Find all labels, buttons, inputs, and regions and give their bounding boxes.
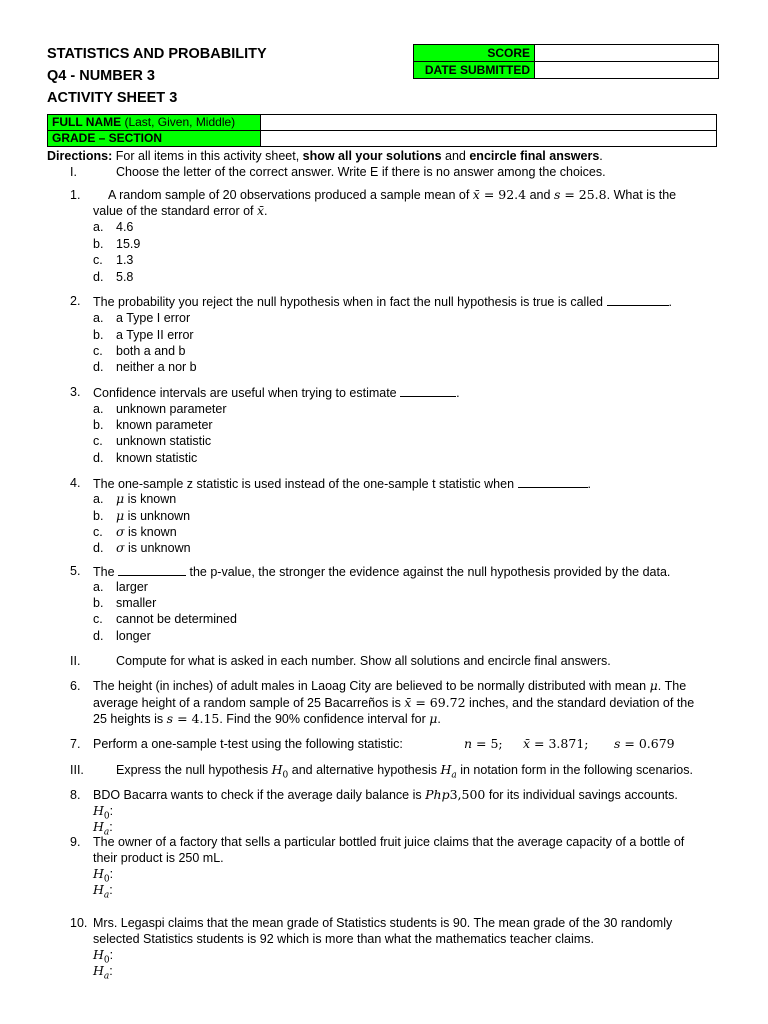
student-info-table	[47, 114, 717, 147]
directions: Directions: For all items in this activity sheet, show all your solutions and encircle final answers.	[47, 149, 603, 163]
q1-choice-a: a. 4.6	[93, 220, 134, 234]
part1-numeral: I.	[70, 165, 77, 179]
full-name-label: FULL NAME (Last, Given, Middle)	[48, 115, 261, 131]
q10-line2: selected Statistics students is 92 which is more than what the mathematics teacher claims.	[93, 932, 594, 946]
part1-instruction: Choose the letter of the correct answer. Write E if there is no answer among the choices.	[116, 165, 606, 179]
q7-xbar: x̄ = 3.871;	[523, 736, 589, 751]
q3-choice-c: c. unknown statistic	[93, 434, 212, 448]
q6-number: 6.	[70, 679, 81, 693]
q5-choice-c: c. cannot be determined	[93, 612, 237, 626]
q3-choice-a: a. unknown parameter	[93, 402, 227, 416]
q6-line3: 25 heights is s = 4.15. Find the 90% confidence interval for μ.	[93, 711, 441, 726]
grade-section-field[interactable]	[261, 131, 717, 147]
q1-choice-c: c. 1.3	[93, 253, 134, 267]
q1-choice-b: b. 15.9	[93, 237, 141, 251]
q4-choice-d: d. σ is unknown	[93, 540, 191, 555]
q2-choice-b: b. a Type II error	[93, 328, 194, 342]
q9-ha: $H_a$:	[93, 882, 113, 901]
q3-number: 3.	[70, 385, 81, 399]
q9-h0: $H_0$:	[93, 866, 114, 885]
q5-text: The the p-value, the stronger the evidence against the null hypothesis provided by the data.	[93, 565, 671, 579]
q7-n: n = 5;	[464, 736, 503, 751]
q9-number: 9.	[70, 835, 81, 849]
part2-instruction: Compute for what is asked in each number. Show all solutions and encircle final answers.	[116, 654, 611, 668]
q3-choice-b: b. known parameter	[93, 418, 213, 432]
q3-text: Confidence intervals are useful when trying to estimate .	[93, 386, 460, 400]
q1-line2: value of the standard error of x̄.	[93, 203, 268, 218]
part3-instruction: Express the null hypothesis $H_0$ and alternative hypothesis $H_a$ in notation form in the following scenarios.	[116, 762, 693, 781]
q6-line2: average height of a random sample of 25 Bacarreños is x̄ = 69.72 inches, and the standard deviation of the	[93, 695, 695, 710]
score-label: SCORE	[414, 45, 535, 62]
q5-choice-d: d. longer	[93, 629, 151, 643]
score-field[interactable]	[535, 45, 719, 62]
q7-number: 7.	[70, 737, 81, 751]
q5-number: 5.	[70, 564, 81, 578]
q6-line1: The height (in inches) of adult males in Laoag City are believed to be normally distributed with mean μ. The	[93, 678, 687, 693]
q2-number: 2.	[70, 294, 81, 308]
q5-choice-a: a. larger	[93, 580, 148, 594]
q5-choice-b: b. smaller	[93, 596, 157, 610]
q9-line2: their product is 250 mL.	[93, 851, 224, 865]
q8-h0: $H_0$:	[93, 803, 114, 822]
q1-line1: A random sample of 20 observations produced a sample mean of x̄ = 92.4 and s = 25.8. What is the	[108, 187, 677, 202]
date-submitted-label: DATE SUBMITTED	[414, 62, 535, 79]
q1-choice-d: d. 5.8	[93, 270, 134, 284]
grade-section-label: GRADE – SECTION	[48, 131, 261, 147]
part2-numeral: II.	[70, 654, 81, 668]
q4-choice-c: c. σ is known	[93, 524, 177, 539]
date-submitted-field[interactable]	[535, 62, 719, 79]
q7-s: s = 0.679	[614, 736, 675, 751]
q9-line1: The owner of a factory that sells a particular bottled fruit juice claims that the average capacity of a bottle of	[93, 835, 685, 849]
score-table	[413, 44, 719, 79]
q10-h0: $H_0$:	[93, 947, 114, 966]
title-activity: ACTIVITY SHEET 3	[47, 90, 178, 106]
q4-choice-a: a. μ is known	[93, 491, 177, 506]
q10-line1: Mrs. Legaspi claims that the mean grade of Statistics students is 90. The mean grade of the 30 randomly	[93, 916, 673, 930]
title-subject: STATISTICS AND PROBABILITY	[47, 46, 267, 62]
q8-text: BDO Bacarra wants to check if the average daily balance is Php3,500 for its individual savings accounts.	[93, 787, 678, 802]
q2-choice-c: c. both a and b	[93, 344, 186, 358]
title-quarter: Q4 - NUMBER 3	[47, 68, 155, 84]
q8-ha: $H_a$:	[93, 819, 113, 838]
q8-number: 8.	[70, 788, 81, 802]
q7-text: Perform a one-sample t-test using the following statistic:	[93, 737, 403, 751]
q4-number: 4.	[70, 476, 81, 490]
full-name-field[interactable]	[261, 115, 717, 131]
q4-text: The one-sample z statistic is used instead of the one-sample t statistic when .	[93, 477, 592, 491]
q10-number: 10.	[70, 916, 88, 930]
q2-text: The probability you reject the null hypothesis when in fact the null hypothesis is true is called .	[93, 295, 672, 309]
q10-ha: $H_a$:	[93, 963, 113, 982]
q2-choice-a: a. a Type I error	[93, 311, 191, 325]
part3-numeral: III.	[70, 763, 84, 777]
q4-choice-b: b. μ is unknown	[93, 508, 191, 523]
q2-choice-d: d. neither a nor b	[93, 360, 197, 374]
q3-choice-d: d. known statistic	[93, 451, 198, 465]
q1-number: 1.	[70, 188, 81, 202]
